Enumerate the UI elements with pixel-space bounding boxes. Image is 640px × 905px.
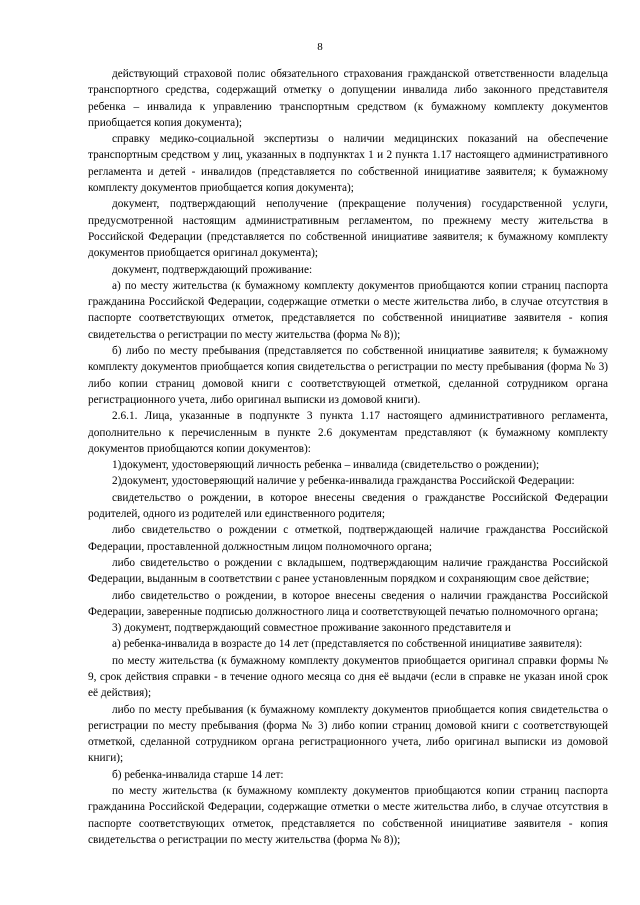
paragraph: свидетельство о рождении, в которое внесены сведения о гражданстве Российской Федерации родителей, одного из родителей или единственного родителя; bbox=[88, 491, 608, 521]
paragraph: а) по месту жительства (к бумажному комплекту документов приобщаются копии страниц паспорта гражданина Российской Федерации, содержащие отметки о месте жительства либо, в случае отсутствия в паспорте соответствующих отметок, представляется по собственной инициативе заявителя - копия свидетельства о регистрации по месту жительства (форма № 8)); bbox=[88, 279, 608, 341]
paragraph: либо свидетельство о рождении с вкладышем, подтверждающим наличие гражданства Российской Федерации, выданным в соответствии с ранее установленным порядком и сохраняющим свое действие; bbox=[88, 556, 608, 586]
paragraph: 1)документ, удостоверяющий личность ребенка – инвалида (свидетельство о рождении); bbox=[112, 459, 540, 472]
paragraph: б) либо по месту пребывания (представляется по собственной инициативе заявителя; к бумажному комплекту документов приобщается копия свидетельства о регистрации по месту пребывания (форма № 3) либо копии страниц домовой книги с соответствующей отметкой, сделанной сотрудником органа регистрационного учета, либо оригинал выписки из домовой книги). bbox=[88, 345, 608, 406]
paragraph: действующий страховой полис обязательного страхования гражданской ответственности владельца транспортного средства, содержащий отметку о допущении инвалида либо законного представителя ребенка – инвалида к управлению транспортным средством (к бумажному комплекту документов приобщается копия документа); bbox=[88, 68, 608, 129]
paragraph: по месту жительства (к бумажному комплекту документов приобщаются копии страниц паспорта гражданина Российской Федерации, содержащие отметки о месте жительства либо, в случае отсутствия в паспорте соответствующих отметок, представляется по собственной инициативе заявителя - копия свидетельства о регистрации по месту жительства (форма № 8)); bbox=[88, 785, 608, 846]
document-body bbox=[88, 66, 608, 848]
paragraph: 2)документ, удостоверяющий наличие у ребенка-инвалида гражданства Российской Федерации: bbox=[112, 475, 575, 488]
page-number: 8 bbox=[317, 41, 323, 53]
paragraph: документ, подтверждающий проживание: bbox=[112, 263, 313, 276]
paragraph: 3) документ, подтверждающий совместное проживание законного представителя и bbox=[112, 622, 511, 635]
paragraph: а) ребенка-инвалида в возрасте до 14 лет (представляется по собственной инициативе заявителя): bbox=[112, 638, 583, 651]
paragraph: по месту жительства (к бумажному комплекту документов приобщается оригинал справки формы № 9, срок действия справки - в течение одного месяца со дня её выдачи (если в справке не указан иной срок её действия); bbox=[88, 654, 608, 700]
paragraph: либо по месту пребывания (к бумажному комплекту документов приобщается копия свидетельства о регистрации по месту пребывания (форма № 3) либо копии страниц домовой книги с соответствующей отметкой, сделанной сотрудником органа регистрационного учета, либо оригинал выписки из домовой книги); bbox=[88, 703, 608, 765]
paragraph: документ, подтверждающий неполучение (прекращение получения) государственной услуги, предусмотренной настоящим административным регламентом, по прежнему месту жительства в Российской Федерации (представляется по собственной инициативе заявителя; к бумажному комплекту документов приобщается оригинал документа); bbox=[88, 198, 608, 260]
paragraph: либо свидетельство о рождении, в которое внесены сведения о наличии гражданства Российской Федерации, заверенные подписью должностного лица и соответствующей печатью полномочного органа; bbox=[88, 589, 608, 618]
paragraph: 2.6.1. Лица, указанные в подпункте 3 пункта 1.17 настоящего административного регламента, дополнительно к перечисленным в пункте 2.6 документам представляют (к бумажному комплекту документов приобщаются копии документов): bbox=[88, 410, 608, 455]
paragraph: либо свидетельство о рождении с отметкой, подтверждающей наличие гражданства Российской Федерации, проставленной должностным лицом полномочного органа; bbox=[88, 524, 608, 553]
paragraph: б) ребенка-инвалида старше 14 лет: bbox=[112, 768, 284, 781]
paragraph: справку медико-социальной экспертизы о наличии медицинских показаний на обеспечение транспортным средством у лиц, указанных в подпунктах 1 и 2 пункта 1.17 настоящего административного регламента и детей - инвалидов (представляется по собственной инициативе заявителя; к бумажному комплекту документов приобщается копия документа); bbox=[88, 133, 608, 195]
